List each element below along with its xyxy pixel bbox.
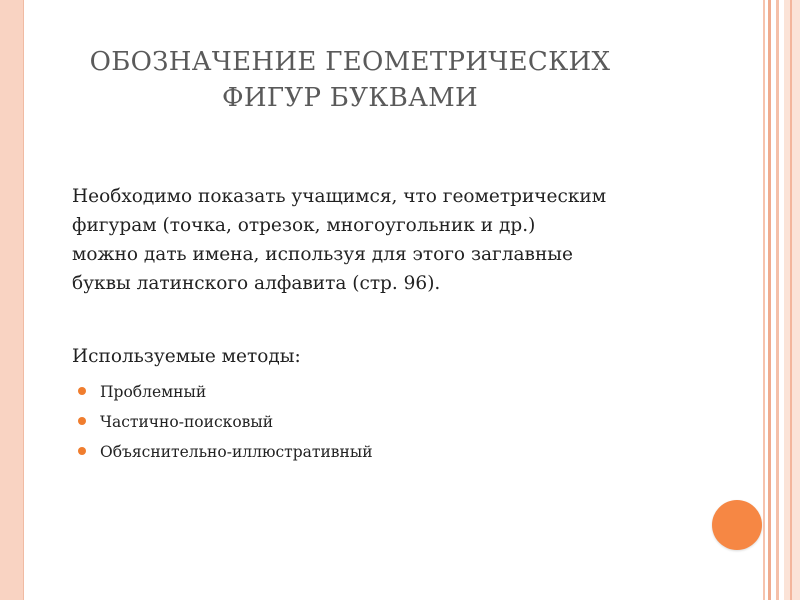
sub-item-label: Объяснительно-иллюстративный (100, 443, 373, 461)
bullet-line: можно дать имена, используя для этого заглавные (72, 244, 573, 265)
bullet-text: Используемые методы: (72, 346, 301, 367)
right-stripe (790, 0, 792, 600)
sub-list-item (72, 437, 710, 467)
title-line: ОБОЗНАЧЕНИЕ ГЕОМЕТРИЧЕСКИХ (89, 47, 611, 77)
slide-content (50, 182, 710, 467)
sub-item-label: Частично-поисковый (100, 413, 274, 431)
sub-list (50, 377, 710, 467)
bullet-item (50, 342, 710, 371)
dot-icon (78, 447, 86, 455)
sub-list-item (72, 407, 710, 437)
sub-list-item (72, 377, 710, 407)
right-stripe (776, 0, 779, 600)
dot-icon (78, 387, 86, 395)
right-stripe (763, 0, 765, 600)
title-line: ФИГУР БУКВАМИ (221, 83, 479, 113)
right-stripe (768, 0, 771, 600)
decorative-circle (712, 500, 762, 550)
bullet-line: буквы латинского алфавита (стр. 96). (72, 273, 441, 294)
bullet-line: фигурам (точка, отрезок, многоугольник и др.) (72, 215, 536, 236)
bullet-line: Необходимо показать учащимся, что геометрическим (72, 186, 607, 207)
right-border (784, 0, 800, 600)
sub-item-label: Проблемный (100, 383, 207, 401)
slide-title (60, 44, 640, 116)
bullet-item (50, 182, 710, 298)
left-border (0, 0, 24, 600)
dot-icon (78, 417, 86, 425)
